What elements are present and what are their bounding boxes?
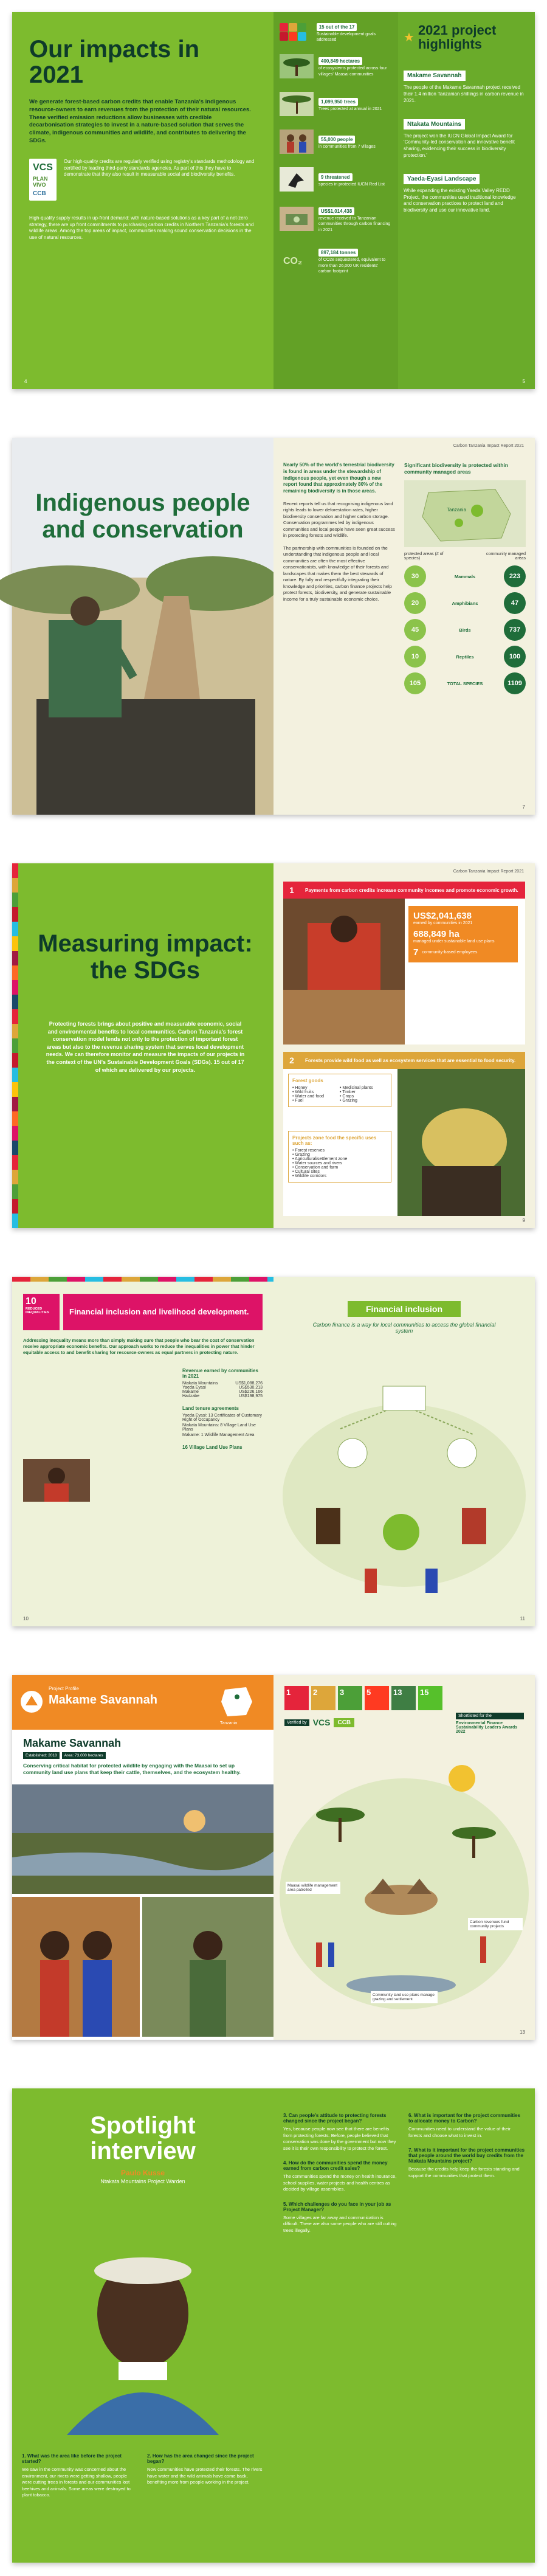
- question: 4. How do the communities spend the money earned from carbon credit sales?: [283, 2160, 388, 2171]
- sdg10-banner: [63, 1294, 263, 1330]
- stat-trees: [280, 92, 392, 116]
- legend-protected: protected areas (# of species): [404, 552, 444, 561]
- legend-community: community managed areas: [486, 552, 526, 561]
- stat-co2: [280, 246, 392, 274]
- running-header: Carbon Tanzania Impact Report 2021: [453, 444, 524, 448]
- illustration-note: [286, 1882, 340, 1894]
- answer: Because the credits help keep the forests standing and support the communities that protect them.: [408, 2166, 520, 2178]
- community-count: 47: [504, 592, 526, 614]
- answer: Some villages are far away and communication is difficult. There are also some people who are still cutting trees illegally.: [283, 2214, 397, 2233]
- revenue-row: [182, 1390, 263, 1394]
- protected-count: 105: [404, 672, 426, 694]
- market-photo: [283, 899, 405, 1045]
- text-col-1: [23, 1368, 96, 1599]
- spread-financial: [12, 1277, 535, 1626]
- box-title: Projects zone food the specific uses such as:: [292, 1135, 377, 1146]
- forest-good-item: • Timber: [340, 1090, 356, 1094]
- sdg-label: REDUCED INEQUALITIES: [26, 1307, 49, 1314]
- ccb-logo: CCB: [334, 1718, 354, 1727]
- revenue-value: US$1,088,276: [235, 1381, 263, 1386]
- answer: We saw in the community was concerned about the environment, our rivers were getting shallow, people were cutting trees in forests and our communities lost beehives and animals. Some areas were destroyed to plant tobacco.: [22, 2467, 131, 2498]
- bottom-text: High-quality supply results in up-front demand: with nature-based solutions as a key part of a net-zero strategy, there are up front commitments to purchasing carbon credits in Northern Tanzania's forests and wildlife areas. Among the top areas of impact, communities making sound conservation decisions in the use of natural resources.: [29, 215, 254, 241]
- stat-label: community-based employees: [422, 950, 478, 955]
- tanzania-map: [404, 480, 526, 547]
- stat-label: of ecosystems protected across four villages' Maasai communities: [318, 66, 387, 77]
- revenue-name: Makame: [182, 1390, 199, 1394]
- protected-count: 30: [404, 565, 426, 587]
- qa-item: [22, 2453, 137, 2499]
- stat-species: [280, 167, 392, 192]
- section-title: Financial inclusion: [348, 1301, 461, 1317]
- species-row: [404, 592, 526, 614]
- sdg-number: 2: [289, 1055, 294, 1065]
- forest-good-item: • Crops: [340, 1094, 354, 1099]
- page-title: Indigenous people and conservation: [35, 489, 250, 543]
- co2-icon: [280, 248, 314, 272]
- income-stats: [408, 906, 518, 962]
- project-use-item: • Conservation and farm: [292, 1165, 339, 1170]
- col-text-2: Recent reports tell us that recognising indigenous land rights leads to lower deforestation rates, higher biodiversity conservation and higher carbon storage. Conservation programmes led by indigenous communities and local people have seen great success in protecting forests and wildlife.: [283, 500, 395, 539]
- agreements-list: [182, 1414, 263, 1437]
- stat-value: 1,099,950 trees: [318, 98, 358, 106]
- page-sdgs-right: [274, 863, 535, 1228]
- revenue-row: [182, 1381, 263, 1386]
- forest-goods-box: [288, 1074, 391, 1107]
- illustration-note: [371, 1991, 438, 2003]
- stat-value: 55,000 people: [318, 136, 355, 143]
- highlight-item: [404, 118, 525, 159]
- page-indigenous-left: [12, 438, 274, 815]
- question: 2. How has the area changed since the project began?: [147, 2453, 254, 2464]
- revenue-list: [182, 1381, 263, 1398]
- page-makame-left: [12, 1675, 274, 2040]
- stat-label: managed under sustainable land use plans: [413, 939, 495, 944]
- verification-block: [29, 159, 256, 201]
- spread-indigenous: [12, 438, 535, 815]
- star-icon: ★: [404, 30, 415, 44]
- note-text: Carbon revenues fund community projects: [468, 1918, 523, 1930]
- note-text: Community land use plans manage grazing and settlement: [371, 1991, 438, 2003]
- body-text: Protecting forests brings about positive and measurable economic, social and environmental benefits to local communities. Carbon Tanzania's forest conservation model lends not only to the protection of important forest areas but also to the revenue sharing system that serves local development needs. We can therefore monitor and measure the impacts of our projects in the context of the UN's Sustainable Development Goals (SDGs). 15 out of 17 of which are delivered by our projects.: [46, 1021, 245, 1073]
- card-title: Payments from carbon credits increase community incomes and promote economic growth.: [305, 887, 518, 893]
- community-count: 1109: [504, 672, 526, 694]
- answer: The communities spend the money on health insurance, school supplies, water projects and health centres as decided by village assemblies.: [283, 2174, 397, 2192]
- species-label: Reptiles: [456, 654, 474, 660]
- sdg10-tile: [23, 1294, 60, 1330]
- answer: Communities need to understand the value of their forests and choose what to invest in.: [408, 2126, 511, 2138]
- highlight-text: While expanding the existing Yaeda Valley REDD Project, the communities used traditional knowledge and conservation practices to protect land and biodiversity and use our innovative land.: [404, 187, 516, 213]
- revenue-name: Hadzabe: [182, 1394, 200, 1398]
- sdg-number: 1: [289, 885, 294, 895]
- highlight-name: Yaeda-Eyasi Landscape: [404, 174, 480, 184]
- highlight-name: Ntakata Mountains: [404, 119, 465, 129]
- stat-sdgs: [280, 21, 392, 43]
- sdg-3-icon: 3: [338, 1686, 362, 1710]
- planvivo-logo: PLAN VIVO: [33, 175, 48, 188]
- revenue-title: Revenue earned by communities in 2021: [182, 1368, 258, 1379]
- page-title: Measuring impact: the SDGs: [38, 930, 253, 984]
- stat-revenue: [280, 205, 392, 233]
- qa-item: [147, 2453, 264, 2486]
- sdg-color-strip: [12, 863, 18, 1228]
- page-financial-right: [274, 1277, 535, 1626]
- sdg-13-icon: 13: [391, 1686, 416, 1710]
- protected-count: 45: [404, 619, 426, 641]
- species-row: [404, 672, 526, 694]
- page-financial-left: [12, 1277, 274, 1626]
- sdg-grid-icon: [280, 23, 312, 41]
- description: Conserving critical habitat for protected wildlife by engaging with the Maasai to set up community land use plans that keep their cattle, themselves, and the ecosystem healthy.: [23, 1763, 241, 1776]
- profile-label: Project Profile: [49, 1686, 79, 1691]
- stat-label: Trees protected at annual in 2021: [318, 107, 382, 112]
- revenue-value: US$198,975: [239, 1394, 263, 1398]
- qa-column-1: [283, 2113, 399, 2234]
- profile-name: Makame Savannah: [49, 1693, 157, 1707]
- stat-value: 897,184 tonnes: [318, 249, 358, 257]
- revenue-panel: [182, 1368, 263, 1450]
- spread-makame: [12, 1675, 535, 2040]
- award-block: [456, 1713, 524, 1734]
- highlight-name: Makame Savannah: [404, 71, 466, 81]
- stat-value: 15 out of the 17: [317, 23, 357, 31]
- community-count: 737: [504, 619, 526, 641]
- biodiversity-panel: [404, 462, 526, 699]
- qa-column-2: [408, 2113, 525, 2179]
- land-plans: 16 Village Land Use Plans: [182, 1445, 243, 1450]
- sdg-15-icon: 15: [418, 1686, 442, 1710]
- highlight-item: [404, 69, 525, 104]
- project-uses-list: [292, 1148, 387, 1178]
- agreement-item: Makame: 1 Wildlife Management Area: [182, 1433, 255, 1437]
- verified-by-label: Verified by: [284, 1719, 309, 1726]
- sdg-2-icon: 2: [311, 1686, 335, 1710]
- forest-goods-list: [292, 1086, 387, 1103]
- page-title: Our impacts in 2021: [29, 36, 200, 88]
- portrait-photo: [12, 2210, 274, 2435]
- species-label: Mammals: [454, 573, 476, 579]
- spread-spotlight: [12, 2088, 535, 2563]
- money-icon: [280, 207, 314, 231]
- page-title: Makame Savannah: [23, 1737, 122, 1749]
- forest-good-item: • Grazing: [340, 1099, 357, 1103]
- protected-count: 20: [404, 592, 426, 614]
- forest-good-item: • Medicinal plants: [340, 1086, 373, 1090]
- page-impacts-right: [274, 12, 535, 389]
- forest-good-item: • Wild fruits: [292, 1090, 314, 1094]
- shortlisted-label: Shortlisted for the: [456, 1713, 524, 1719]
- project-use-item: • Grazing: [292, 1153, 310, 1157]
- vcs-logo: VCS: [312, 1718, 331, 1727]
- tanzania-map-icon: [219, 1683, 255, 1720]
- panel-title: Significant biodiversity is protected within community managed areas: [404, 462, 508, 475]
- stat-label: earned by communities in 2021: [413, 921, 473, 925]
- intro-text: Addressing inequality means more than simply making sure that people who bear the cost of conservation receive appropriate economic benefits. Our approach works to reduce the inequalities in power that hinder equitable access to and benefit sharing for resource-owners as equal partners in protecting nature.: [23, 1338, 255, 1356]
- question: 3. Can people's attitude to protecting forests changed since the project began?: [283, 2113, 387, 2124]
- maasai-photo: [12, 1897, 140, 2037]
- question: 1. What was the area like before the project started?: [22, 2453, 122, 2464]
- person-role: Ntakata Mountains Project Warden: [100, 2178, 185, 2184]
- note-text: Maasai wildlife management area patrolled: [286, 1882, 340, 1894]
- sdg-1-icon: 1: [284, 1686, 309, 1710]
- agreement-item: Ntakata Mountains: 8 Village Land Use Plans: [182, 1423, 256, 1432]
- running-header: Carbon Tanzania Impact Report 2021: [453, 869, 524, 874]
- stat-label: Sustainable development goals addressed: [316, 32, 376, 43]
- stat-label: species in protected IUCN Red List: [318, 182, 385, 187]
- area: Area: 73,000 hectares: [62, 1752, 106, 1759]
- col-text-3: The partnership with communities is founded on the understanding that indigenous people and local communities are often the most effective conservationists, with knowledge of their forests and landscapes that makes them the best stewards of nature. By fully and respectfully integrating their knowledge and priorities, carbon finance projects help protect forests, biodiversity, and generate sustainable income for a truly sustainable economic choice.: [283, 545, 392, 602]
- question: 7. What is it important for the project communities that people around the world buy credits from the Ntakata Mountains project?: [408, 2147, 525, 2164]
- page-indigenous-right: [274, 438, 535, 815]
- question: 6. What is important for the project communities to allocate money to Carbon?: [408, 2113, 521, 2124]
- profile-header: [12, 1675, 274, 1730]
- spread-our-impacts: [12, 12, 535, 389]
- illustration-note: [468, 1918, 523, 1930]
- agreements-title: Land tenure agreements: [182, 1406, 239, 1411]
- vcs-logo: VCS: [33, 162, 53, 173]
- stat-value: US$1,014,438: [318, 207, 354, 215]
- forest-good-item: • Honey: [292, 1086, 308, 1090]
- species-label: Amphibians: [452, 600, 478, 606]
- community-count: 223: [504, 565, 526, 587]
- species-legend: [404, 552, 526, 561]
- title-block: [12, 2113, 274, 2184]
- project-use-item: • Water sources and rivers: [292, 1161, 342, 1165]
- acacia-icon: [280, 92, 314, 116]
- project-use-item: • Forest reserves: [292, 1148, 325, 1153]
- highlight-text: The project won the IUCN Global Impact Award for 'Community-led conservation and innovative benefit sharing, evidencing their success in biodiversity protection.': [404, 133, 515, 158]
- savannah-photo: [12, 1784, 274, 1894]
- revenue-name: Yaeda Eyasi: [182, 1386, 206, 1390]
- stat-label: in communities from 7 villages: [318, 145, 376, 150]
- title-block: [12, 489, 274, 543]
- verify-text: Our high-quality credits are regularly verified using registry's standards methodology and certified by leading third-party standards agencies. As part of this they have to demonstrate that they also result in measurable social and biodiversity benefits.: [63, 158, 255, 178]
- revenue-value: US$530,213: [239, 1386, 263, 1390]
- section-subtitle: Carbon finance is a way for local communities to access the global financial system: [312, 1322, 496, 1334]
- people-icon: [280, 129, 314, 154]
- page-sdgs-left: [12, 863, 274, 1228]
- revenue-name: Ntakata Mountains: [182, 1381, 218, 1386]
- stat-value: 688,849 ha: [413, 929, 459, 939]
- sdg-icon-row: [284, 1686, 442, 1710]
- project-logo-icon: [19, 1690, 44, 1714]
- stat-hectares: [280, 54, 392, 78]
- species-row: [404, 646, 526, 668]
- intro-text: We generate forest-based carbon credits that enable Tanzania's indigenous resource-owners to earn revenues from the protection of their natural resources. These verified emission reductions allow businesses with credible decarbonisation strategies to invest in a nature-based solution that serves the climate, indigenous communities and wildlife, and contributes to delivering the SDGs.: [29, 98, 251, 145]
- species-label: Birds: [459, 627, 471, 633]
- species-label: TOTAL SPECIES: [447, 680, 483, 686]
- species-row: [404, 565, 526, 587]
- text-column: [283, 462, 396, 603]
- page-title: Spotlight interview: [90, 2112, 196, 2164]
- title-block: [23, 1737, 263, 1777]
- page-makame-right: [274, 1675, 535, 2040]
- bird-icon: [280, 167, 314, 192]
- answer: Yes, because people now see that there are benefits from protecting forests. Before, people believed that conservation was done by the government but now they see it is their own responsibility to protect the forest.: [283, 2126, 396, 2151]
- highlights-title: 2021 project highlights: [418, 22, 497, 52]
- page-spotlight-left: [12, 2088, 274, 2563]
- stats-column: [274, 12, 398, 389]
- col-text-1: Nearly 50% of the world's terrestrial biodiversity is found in areas under the stewardship of indigenous people, yet even though a new report found that approximately 80% of the remaining biodiversity is in those areas.: [283, 462, 394, 494]
- forest-good-item: • Fuel: [292, 1099, 304, 1103]
- forest-good-item: • Water and food: [292, 1094, 324, 1099]
- fruit-photo: [397, 1069, 525, 1216]
- stat-value: 400,849 hectares: [318, 57, 362, 65]
- box-title: Forest goods: [292, 1078, 323, 1083]
- tree-icon: [280, 54, 314, 78]
- sdg-color-bar: [12, 1277, 274, 1282]
- highlights-column: [404, 23, 525, 214]
- project-uses-box: [288, 1131, 391, 1183]
- page-number: 4: [24, 379, 27, 384]
- map-label: Tanzania: [220, 1721, 238, 1725]
- question: 5. Which challenges do you face in your job as Project Manager?: [283, 2201, 391, 2212]
- project-use-item: • Cultural sites: [292, 1170, 320, 1174]
- financial-flow-illustration: [280, 1350, 529, 1605]
- standards-logos: [29, 159, 57, 201]
- stat-value: 9 threatened: [318, 173, 353, 181]
- stat-people: [280, 129, 392, 154]
- sdg10-header: [23, 1294, 263, 1330]
- page-number: 13: [520, 2029, 525, 2035]
- community-count: 100: [504, 646, 526, 668]
- revenue-value: US$226,166: [239, 1390, 263, 1394]
- stat-label: revenue received to Tanzanian communities through carbon financing in 2021: [318, 216, 391, 232]
- highlight-text: The people of the Makame Savannah project received their 1.4 million Tanzanian shillings in carbon revenue in 2021.: [404, 85, 524, 103]
- ranger-photo: [142, 1897, 274, 2037]
- verification-row: [284, 1718, 354, 1727]
- highlight-item: [404, 173, 525, 214]
- sdg-card-1: [283, 882, 525, 1045]
- page-number: 10: [23, 1616, 29, 1621]
- sdg-5-icon: 5: [365, 1686, 389, 1710]
- species-row: [404, 619, 526, 641]
- answer: Now communities have protected their forests. The rivers have water and the wild animals have come back, benefiting more from people working in the project.: [147, 2467, 263, 2485]
- svg-text:CO₂: CO₂: [283, 256, 303, 267]
- page-impacts-left: [12, 12, 274, 389]
- agreement-item: Yaeda Eyasi: 13 Certificates of Customary Right of Occupancy: [182, 1414, 262, 1422]
- page-number: 7: [522, 804, 525, 810]
- protected-count: 10: [404, 646, 426, 668]
- card-title: Forests provide wild food as well as ecosystem services that are essential to food security.: [305, 1057, 516, 1063]
- revenue-row: [182, 1394, 263, 1398]
- section-title: Financial inclusion and livelihood development.: [69, 1307, 249, 1317]
- sdg-card-2: [283, 1052, 525, 1216]
- stat-label: of CO2e sequestered, equivalent to more than 26,000 UK residents' carbon footprint: [318, 258, 386, 274]
- page-number: 11: [520, 1616, 525, 1621]
- page-spotlight-right: [274, 2088, 535, 2563]
- page-number: 5: [522, 379, 525, 384]
- map-shape: [404, 480, 526, 547]
- map-label: Tanzania: [447, 507, 467, 513]
- stat-value: 7: [413, 947, 419, 958]
- award-name: Environmental Finance Sustainability Leaders Awards 2022: [456, 1721, 518, 1734]
- ccb-logo: CCB: [33, 190, 46, 197]
- community-photo: [23, 1459, 90, 1502]
- page-number: 9: [522, 1218, 525, 1223]
- title-block: [274, 1301, 535, 1334]
- revenue-row: [182, 1386, 263, 1390]
- project-use-item: • Agricultural/settlement zone: [292, 1157, 348, 1161]
- sdg-number: 10: [26, 1296, 36, 1307]
- spread-sdgs: [12, 863, 535, 1228]
- project-use-item: • Wildlife corridors: [292, 1174, 327, 1178]
- person-name: Paulo Kusse: [120, 2169, 165, 2177]
- established: Established: 2018: [23, 1752, 60, 1759]
- stat-value: US$2,041,638: [413, 911, 472, 921]
- species-list: [404, 565, 526, 694]
